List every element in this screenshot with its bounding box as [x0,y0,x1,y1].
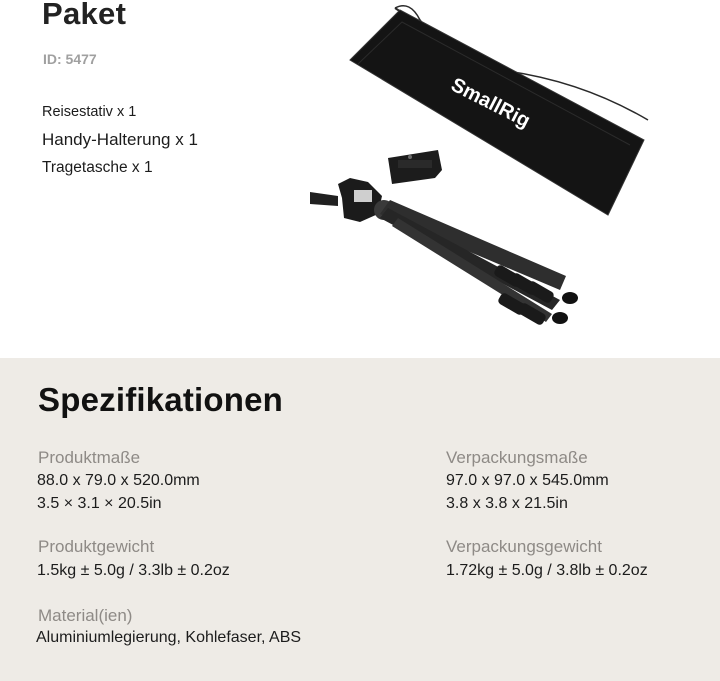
package-item-carry-bag: Tragetasche x 1 [42,159,153,176]
product-dimensions-imperial: 3.5 × 3.1 × 20.5in [37,495,162,512]
package-id: ID: 5477 [43,51,97,67]
package-item-phone-holder: Handy-Halterung x 1 [42,130,198,149]
phone-holder-image [388,150,442,184]
product-photo [280,0,660,340]
carry-bag-image [350,10,644,215]
package-contents-list [42,98,198,182]
tripod-image [310,178,578,326]
package-title: Paket [42,0,127,31]
product-dimensions-label: Produktmaße [38,448,141,467]
package-item-tripod: Reisestativ x 1 [42,104,137,120]
package-weight-value: 1.72kg ± 5.0g / 3.8lb ± 0.2oz [446,562,648,579]
specifications-heading: Spezifikationen [38,381,284,418]
package-dimensions-metric: 97.0 x 97.0 x 545.0mm [446,472,609,489]
package-weight-label: Verpackungsgewicht [446,537,602,556]
product-weight-label: Produktgewicht [38,537,155,556]
product-weight-value: 1.5kg ± 5.0g / 3.3lb ± 0.2oz [37,562,230,579]
bag-logo: SmallRig [447,73,534,133]
material-value: Aluminiumlegierung, Kohlefaser, ABS [36,629,302,646]
package-dimensions-label: Verpackungsmaße [446,448,588,467]
product-dimensions-metric: 88.0 x 79.0 x 520.0mm [37,472,200,489]
package-dimensions-imperial: 3.8 x 3.8 x 21.5in [446,495,568,512]
material-label: Material(ien) [38,606,133,625]
